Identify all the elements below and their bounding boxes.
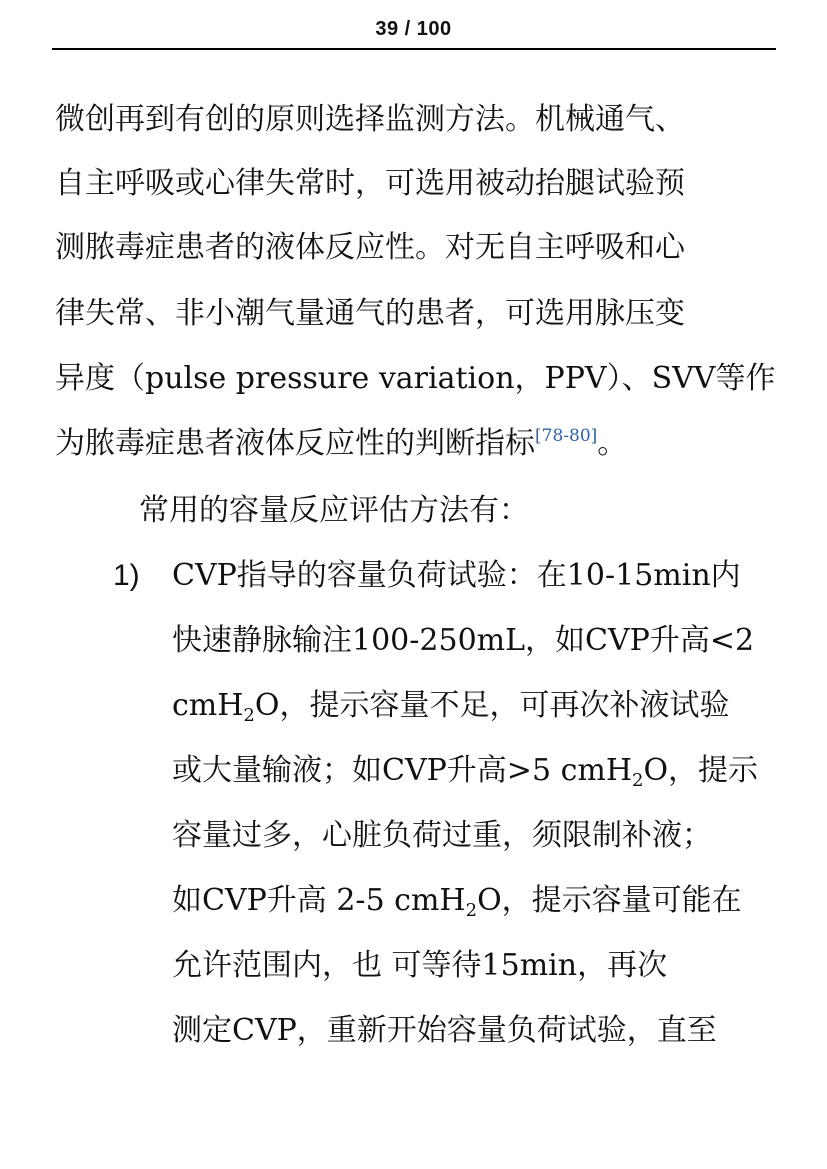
body-text-line-with-citation xyxy=(55,424,627,464)
list-item-marker: 1) xyxy=(113,559,140,592)
body-text-line: 测脓毒症患者的液体反应性。对无自主呼吸和心 xyxy=(55,230,685,265)
list-item-line xyxy=(172,751,758,791)
subscript: 2 xyxy=(243,705,255,726)
text: 或大量输液；如CVP升高>5 cmH xyxy=(172,753,632,788)
body-text: 。 xyxy=(597,426,628,461)
list-item-line: 容量过多，心脏负荷过重，须限制补液； xyxy=(172,818,712,853)
text: cmH xyxy=(172,688,244,723)
list-item-line xyxy=(172,881,742,921)
paragraph-intro: 常用的容量反应评估方法有： xyxy=(139,493,529,528)
citation-link[interactable]: [78-80] xyxy=(535,426,598,446)
body-text-line: 自主呼吸或心律失常时，可选用被动抬腿试验预 xyxy=(55,166,685,201)
subscript: 2 xyxy=(631,770,644,791)
subscript: 2 xyxy=(465,900,478,921)
text: 如CVP升高 2-5 cmH xyxy=(172,883,466,918)
text: O，提示容量可能在 xyxy=(477,883,742,918)
body-text-line: 微创再到有创的原则选择监测方法。机械通气、 xyxy=(55,102,685,137)
list-item-line xyxy=(172,686,729,726)
body-text-line: 律失常、非小潮气量通气的患者，可选用脉压变 xyxy=(55,296,685,331)
page-number-header: 39 / 100 xyxy=(375,18,452,40)
body-text: 为脓毒症患者液体反应性的判断指标 xyxy=(55,426,535,461)
list-item-line: 测定CVP，重新开始容量负荷试验，直至 xyxy=(172,1013,717,1048)
header-divider xyxy=(52,48,776,50)
list-item-line: 快速静脉输注100-250mL，如CVP升高<2 xyxy=(172,623,755,658)
text: O，提示 xyxy=(643,753,759,788)
list-item-line: CVP指导的容量负荷试验：在10-15min内 xyxy=(172,558,741,593)
body-text-line: 异度（pulse pressure variation，PPV）、SVV等作 xyxy=(55,361,776,396)
text: O，提示容量不足，可再次补液试验 xyxy=(254,688,730,723)
list-item-line: 允许范围内，也 可等待15min，再次 xyxy=(172,948,668,983)
